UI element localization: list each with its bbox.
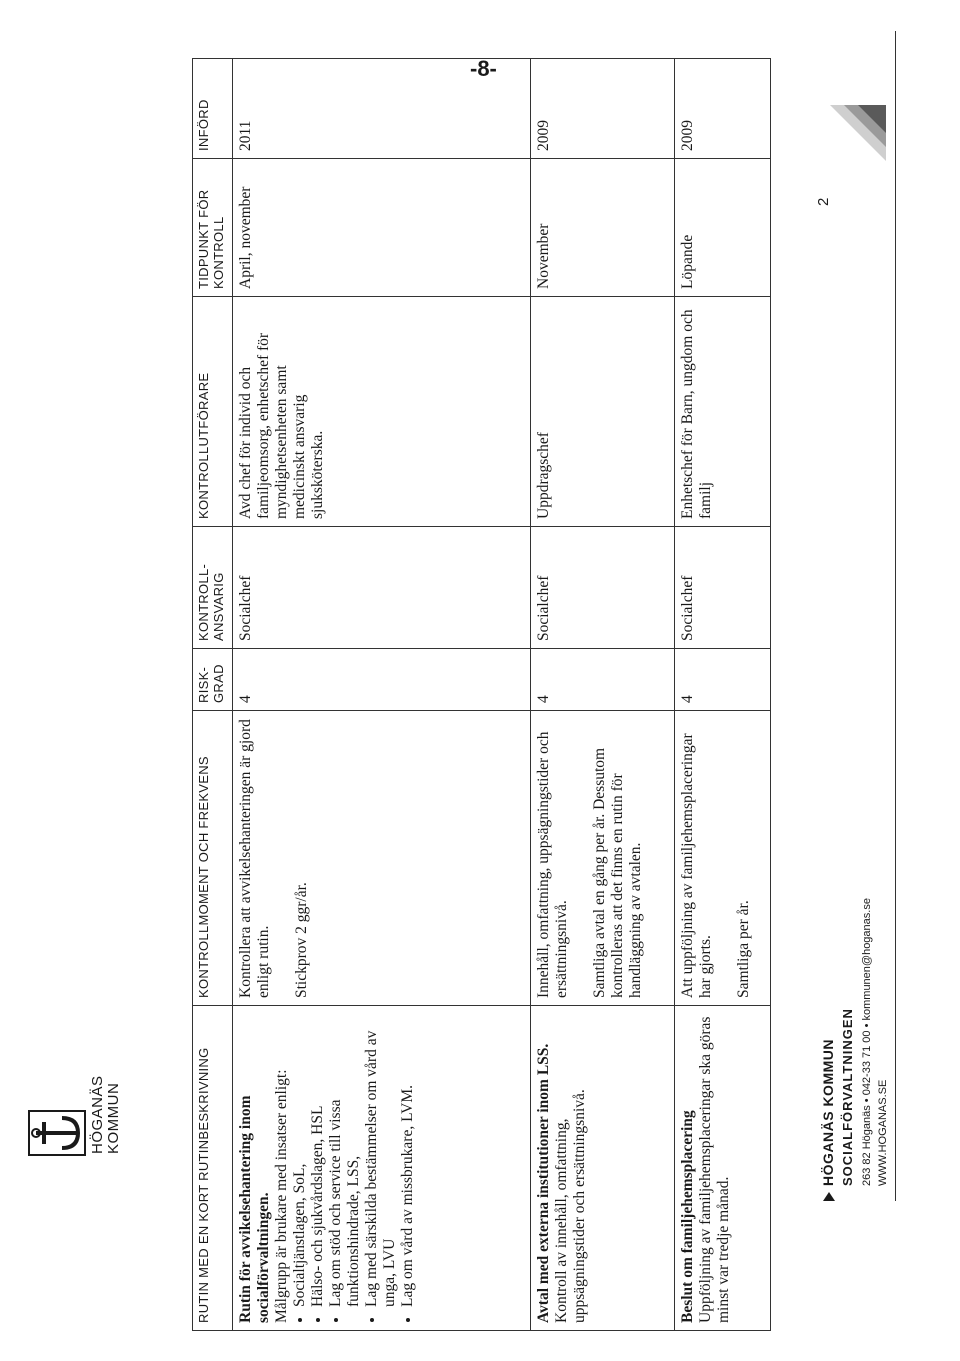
cell-kontrollmoment <box>675 711 771 1006</box>
cell-tidpunkt: Löpande <box>675 159 771 297</box>
kontrollmoment-text: Innehåll, omfattning, uppsägningstider och ersättningsnivå. <box>535 731 570 998</box>
kontrollmoment-frekvens: Stickprov 2 ggr/år. <box>293 882 310 998</box>
col-header-utforare: KONTROLLUTFÖRARE <box>193 297 233 527</box>
footer-web: WWW.HOGANAS.SE <box>877 1079 889 1186</box>
cell-rutin <box>233 1006 531 1331</box>
cell-riskgrad: 4 <box>675 649 771 711</box>
cell-ansvarig: Socialchef <box>675 527 771 649</box>
rutin-title: Beslut om familjehemsplacering <box>679 1110 696 1323</box>
footer <box>820 201 896 1201</box>
col-header-inford: INFÖRD <box>193 59 233 159</box>
list-item: • Lag om stöd och service till vissa funktionshindrade, LSS, <box>327 1013 363 1307</box>
footer-forvaltning: SOCIALFÖRVALTNINGEN <box>840 1008 855 1186</box>
table-row <box>531 59 675 1331</box>
rutin-desc: Uppföljning av familjehemsplaceringar ska göras minst var tredje månad. <box>697 1016 732 1323</box>
cell-tidpunkt: April, november <box>233 159 531 297</box>
cell-rutin <box>675 1006 771 1331</box>
rutin-title: Rutin för avvikelsehantering inom socialförvaltningen. <box>237 1095 272 1323</box>
rutin-intro: Målgrupp är brukare med insatser enligt: <box>273 1069 290 1323</box>
cell-utforare: Uppdragschef <box>531 297 675 527</box>
rutin-bullets <box>291 1013 417 1323</box>
list-item: • Hälso- och sjukvårdslagen, HSL <box>309 1013 327 1307</box>
anchor-emblem-icon <box>28 1110 88 1156</box>
list-item: • Lag om vård av missbrukare, LVM. <box>399 1013 417 1307</box>
col-header-riskgrad: RISK- GRAD <box>193 649 233 711</box>
kontrollmoment-frekvens: Samtliga per år. <box>735 900 752 998</box>
rutin-title: Avtal med externa institutioner inom LSS. <box>535 1043 552 1323</box>
page-number: 2 <box>815 197 832 206</box>
cell-utforare: Avd chef för individ och familjeomsorg, enhetschef för myndighetsenheten samt medicinskt ansvarig sjuksköterska. <box>233 297 531 527</box>
cell-utforare: Enhetschef för Barn, ungdom och familj <box>675 297 771 527</box>
kontrollmoment-text: Kontrollera att avvikelsehanteringen är gjord enligt rutin. <box>237 719 272 998</box>
table-header-row <box>193 59 233 1331</box>
col-header-ansvarig: KONTROLL- ANSVARIG <box>193 527 233 649</box>
cell-inford: 2011 <box>233 59 531 159</box>
footer-address: 263 82 Höganäs • 042-33 71 00 • kommunen@hoganas.se <box>861 898 873 1186</box>
cell-rutin <box>531 1006 675 1331</box>
triangle-mosaic-icon <box>830 105 886 161</box>
table-row <box>675 59 771 1331</box>
cell-kontrollmoment <box>233 711 531 1006</box>
control-table <box>192 58 771 1331</box>
cell-kontrollmoment <box>531 711 675 1006</box>
list-item: • Lag med särskilda bestämmelser om vård av unga, LVU <box>363 1013 399 1307</box>
col-header-tidpunkt: TIDPUNKT FÖR KONTROLL <box>193 159 233 297</box>
footer-kommun: HÖGANÄS KOMMUN <box>820 201 838 1201</box>
cell-ansvarig: Socialchef <box>531 527 675 649</box>
page-marker: -8- <box>470 56 497 81</box>
logo-line1: HÖGANÄS <box>89 1075 106 1154</box>
hoganas-logo <box>28 1006 138 1156</box>
footer-divider <box>895 31 896 1201</box>
rutin-desc: Kontroll av innehåll, omfattning, uppsägningstider och ersättningsnivå. <box>553 1089 588 1323</box>
cell-inford: 2009 <box>531 59 675 159</box>
list-item: • Socialtjänstlagen, SoL, <box>291 1013 309 1307</box>
kontrollmoment-text: Att uppföljning av familjehemsplaceringar har gjorts. <box>679 733 714 998</box>
cell-ansvarig: Socialchef <box>233 527 531 649</box>
kontrollmoment-frekvens: Samtliga avtal en gång per år. Dessutom kontrolleras att det finns en rutin för handläggning av avtalen. <box>591 747 644 998</box>
cell-riskgrad: 4 <box>531 649 675 711</box>
col-header-rutin: RUTIN MED EN KORT RUTINBESKRIVNING <box>193 1006 233 1331</box>
cell-tidpunkt: November <box>531 159 675 297</box>
cell-inford: 2009 <box>675 59 771 159</box>
table-row <box>233 59 531 1331</box>
triangle-arrow-icon <box>823 1192 835 1201</box>
logo-line2: KOMMUN <box>105 1082 122 1154</box>
cell-riskgrad: 4 <box>233 649 531 711</box>
col-header-kontrollmoment: KONTROLLMOMENT OCH FREKVENS <box>193 711 233 1006</box>
